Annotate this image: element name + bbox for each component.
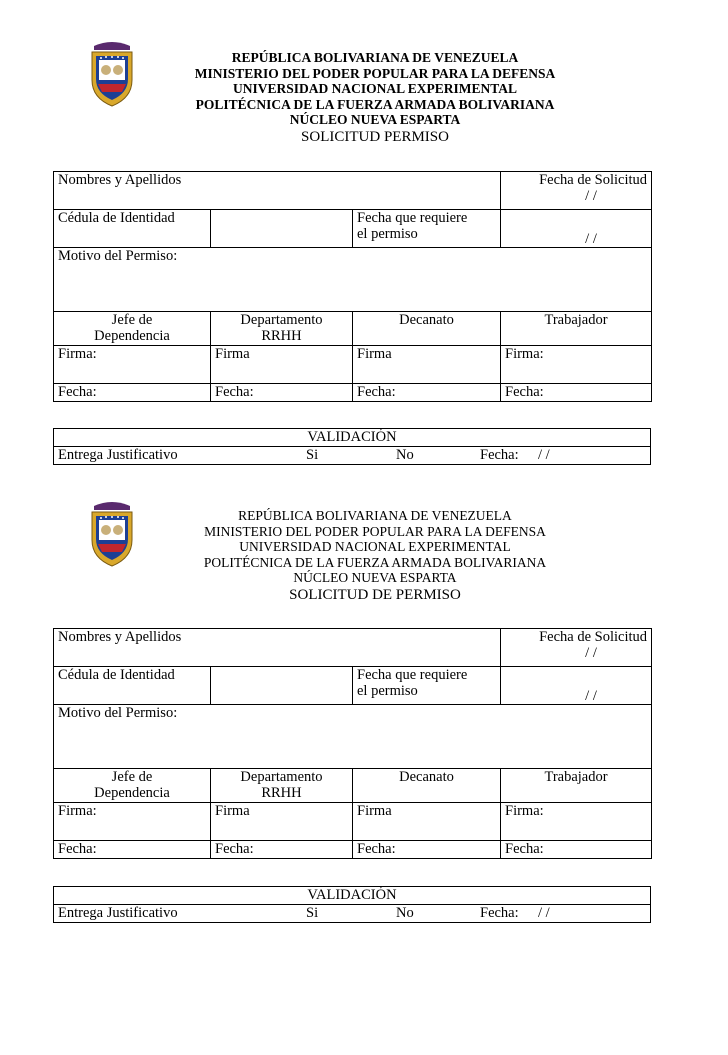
approver-label: RRHH <box>261 785 302 801</box>
header-line: REPÚBLICA BOLIVARIANA DE VENEZUELA <box>231 50 519 65</box>
header-line: MINISTERIO DEL PODER POPULAR PARA LA DEFENSA <box>194 65 556 81</box>
validation-row[interactable] <box>54 905 651 923</box>
date-label: Fecha: <box>505 841 544 857</box>
signature-label: Firma: <box>58 803 97 819</box>
approver-label: Jefe de <box>111 769 153 785</box>
approver-header <box>54 769 211 803</box>
form-title: SOLICITUD PERMISO <box>301 128 449 145</box>
approver-header <box>54 312 211 346</box>
signature-cell[interactable] <box>54 346 211 384</box>
validation-date-input[interactable]: / / <box>538 447 550 463</box>
request-date-label: Fecha de Solicitud <box>539 172 648 188</box>
names-field[interactable] <box>54 172 501 210</box>
header-line: UNIVERSIDAD NACIONAL EXPERIMENTAL <box>239 539 511 555</box>
header-line: MINISTERIO DEL PODER POPULAR PARA LA DEFENSA <box>204 523 546 539</box>
request-date-field[interactable] <box>501 172 652 210</box>
id-input[interactable] <box>211 210 353 248</box>
date-slashes: / / <box>585 231 597 247</box>
id-input[interactable] <box>211 667 353 705</box>
names-label: Nombres y Apellidos <box>58 629 182 645</box>
required-date-label-cell <box>353 210 501 248</box>
id-label: Cédula de Identidad <box>58 667 175 683</box>
date-cell[interactable] <box>353 841 501 859</box>
permit-table <box>53 171 652 402</box>
validation-date-label: Fecha: <box>480 447 519 463</box>
validation-table <box>53 428 651 465</box>
approver-header <box>211 312 353 346</box>
header-line: NÚCLEO NUEVA ESPARTA <box>289 112 461 128</box>
date-cell[interactable] <box>54 384 211 402</box>
signature-label: Firma <box>357 803 392 819</box>
date-cell[interactable] <box>353 384 501 402</box>
approver-header <box>501 312 652 346</box>
required-date-label: Fecha que requiere <box>357 210 468 226</box>
id-label-cell <box>54 667 211 705</box>
header-line: POLITÉCNICA DE LA FUERZA ARMADA BOLIVARIANA <box>195 96 555 112</box>
date-label: Fecha: <box>505 384 544 400</box>
required-date-label-cell <box>353 667 501 705</box>
yes-option[interactable]: Si <box>306 905 319 921</box>
signature-label: Firma: <box>58 346 97 362</box>
header-line: UNIVERSIDAD NACIONAL EXPERIMENTAL <box>232 81 518 97</box>
request-date-field[interactable] <box>501 629 652 667</box>
reason-label: Motivo del Permiso: <box>58 248 178 264</box>
no-option[interactable]: No <box>396 447 414 463</box>
reason-field[interactable] <box>54 705 652 769</box>
header-line: POLITÉCNICA DE LA FUERZA ARMADA BOLIVARIANA <box>203 554 547 570</box>
approver-label: Departamento <box>240 769 323 785</box>
validation-table <box>53 886 651 923</box>
permit-table <box>53 628 652 859</box>
reason-field[interactable] <box>54 248 652 312</box>
signature-label: Firma: <box>505 346 544 362</box>
signature-label: Firma <box>357 346 392 362</box>
date-slashes: / / <box>585 645 597 661</box>
signature-cell[interactable] <box>353 803 501 841</box>
date-label: Fecha: <box>58 384 97 400</box>
required-date-input[interactable] <box>501 667 652 705</box>
validation-date-input[interactable]: / / <box>538 905 550 921</box>
required-date-label: el permiso <box>357 226 418 242</box>
id-label: Cédula de Identidad <box>58 210 175 226</box>
date-label: Fecha: <box>357 841 396 857</box>
approver-label: Dependencia <box>94 785 170 801</box>
university-crest-icon <box>88 500 136 568</box>
date-slashes: / / <box>585 188 597 204</box>
institution-header <box>160 508 590 604</box>
names-field[interactable] <box>54 629 501 667</box>
date-cell[interactable] <box>54 841 211 859</box>
approver-label: Trabajador <box>544 769 608 785</box>
names-label: Nombres y Apellidos <box>58 172 182 188</box>
approver-header <box>211 769 353 803</box>
approver-label: Dependencia <box>94 328 170 344</box>
date-label: Fecha: <box>357 384 396 400</box>
justification-label: Entrega Justificativo <box>58 447 178 463</box>
validation-date-label: Fecha: <box>480 905 519 921</box>
required-date-label: el permiso <box>357 683 418 699</box>
approver-label: Jefe de <box>111 312 153 328</box>
institution-header <box>160 50 590 146</box>
required-date-label: Fecha que requiere <box>357 667 468 683</box>
date-label: Fecha: <box>215 384 254 400</box>
date-slashes: / / <box>585 688 597 704</box>
approver-header <box>501 769 652 803</box>
validation-title: VALIDACIÓN <box>54 887 651 905</box>
header-line: REPÚBLICA BOLIVARIANA DE VENEZUELA <box>238 508 512 523</box>
signature-cell[interactable] <box>54 803 211 841</box>
signature-cell[interactable] <box>211 346 353 384</box>
validation-title: VALIDACIÓN <box>54 429 651 447</box>
approver-header <box>353 312 501 346</box>
approver-label: Decanato <box>399 312 454 328</box>
date-cell[interactable] <box>501 841 652 859</box>
date-label: Fecha: <box>58 841 97 857</box>
signature-cell[interactable] <box>353 346 501 384</box>
justification-label: Entrega Justificativo <box>58 905 178 921</box>
signature-label: Firma <box>215 803 250 819</box>
required-date-input[interactable] <box>501 210 652 248</box>
university-crest-icon <box>88 40 136 108</box>
date-label: Fecha: <box>215 841 254 857</box>
reason-label: Motivo del Permiso: <box>58 705 178 721</box>
date-cell[interactable] <box>211 841 353 859</box>
form-title: SOLICITUD DE PERMISO <box>289 586 461 603</box>
signature-label: Firma <box>215 346 250 362</box>
signature-cell[interactable] <box>501 803 652 841</box>
approver-label: Decanato <box>399 769 454 785</box>
id-label-cell <box>54 210 211 248</box>
header-line: NÚCLEO NUEVA ESPARTA <box>293 570 457 586</box>
yes-option[interactable]: Si <box>306 447 319 463</box>
approver-header <box>353 769 501 803</box>
no-option[interactable]: No <box>396 905 414 921</box>
approver-label: Trabajador <box>544 312 608 328</box>
signature-label: Firma: <box>505 803 544 819</box>
date-cell[interactable] <box>501 384 652 402</box>
signature-cell[interactable] <box>501 346 652 384</box>
approver-label: RRHH <box>261 328 302 344</box>
request-date-label: Fecha de Solicitud <box>539 629 648 645</box>
approver-label: Departamento <box>240 312 323 328</box>
date-cell[interactable] <box>211 384 353 402</box>
validation-row[interactable] <box>54 447 651 465</box>
signature-cell[interactable] <box>211 803 353 841</box>
